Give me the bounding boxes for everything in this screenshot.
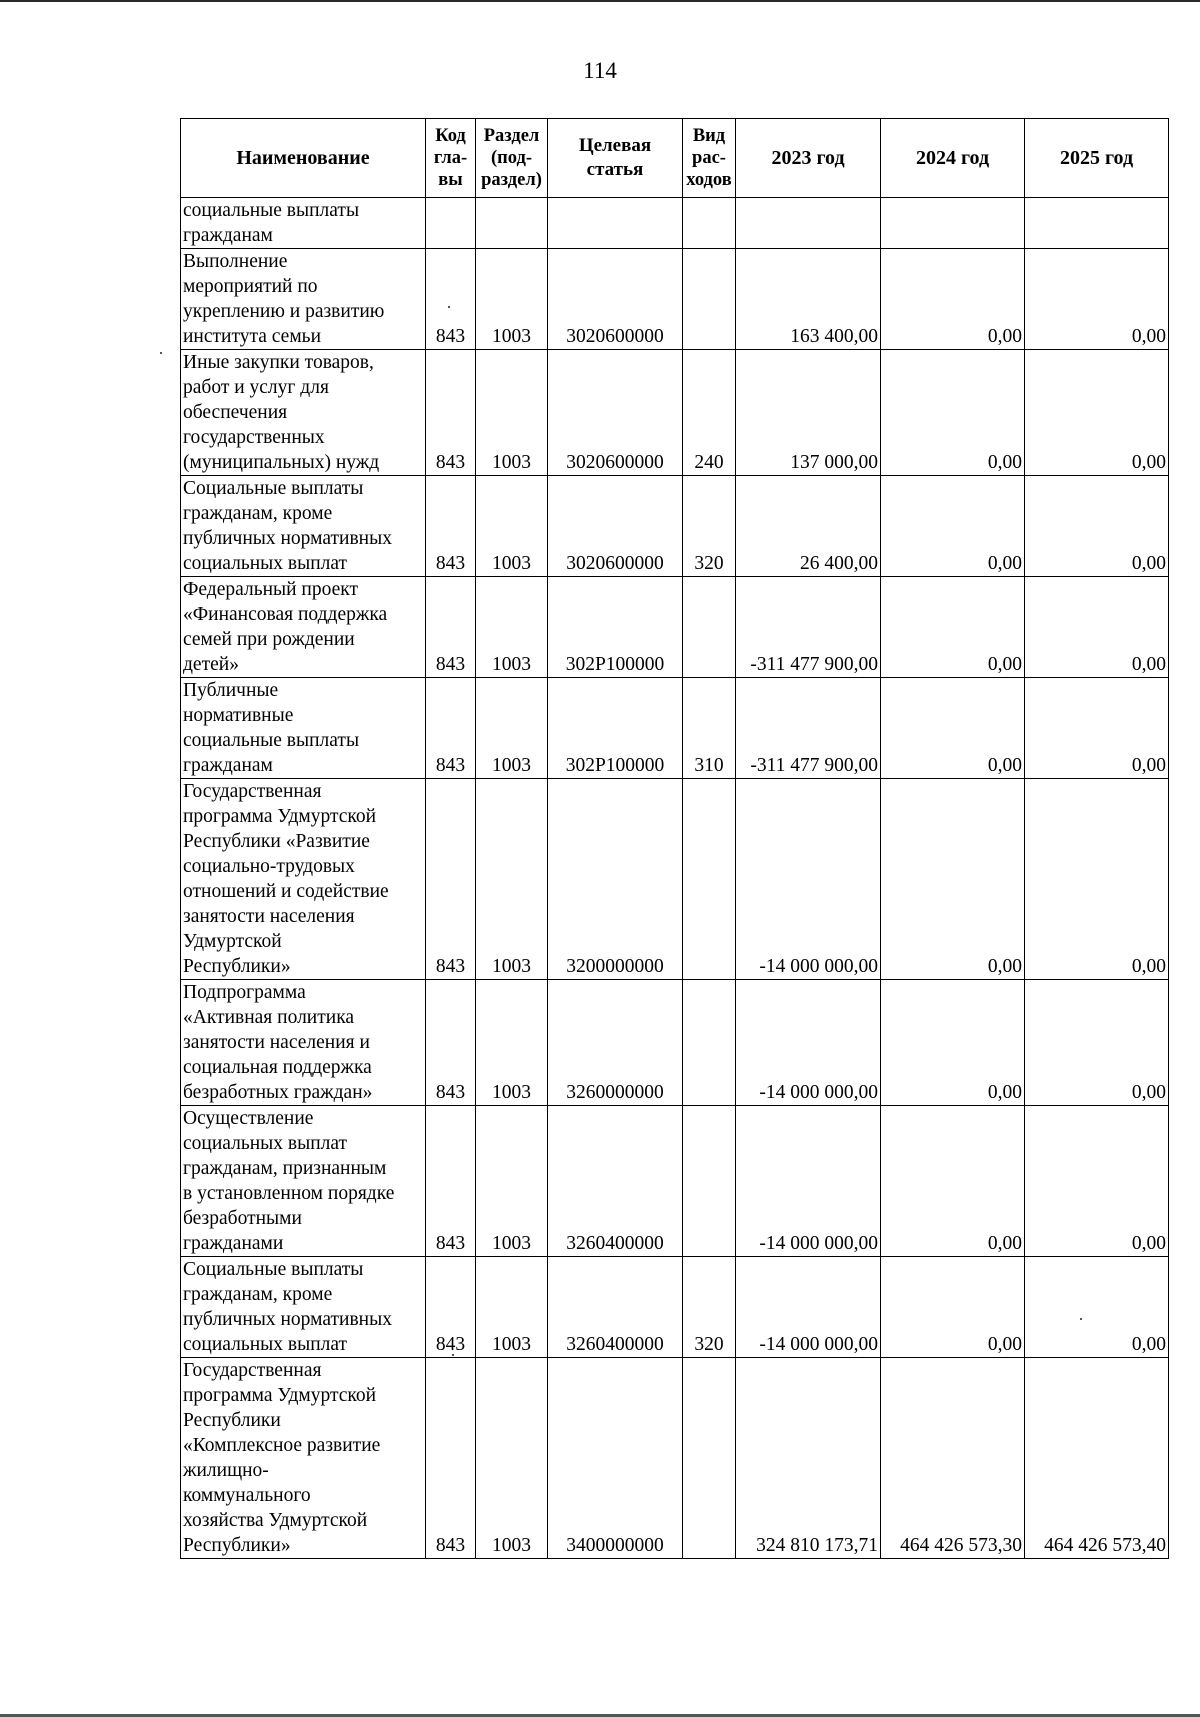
row-name: Социальные выплаты гражданам, кроме публичных нормативных социальных выплат xyxy=(181,476,426,577)
row-amount-2023: 26 400,00 xyxy=(736,476,881,577)
table-row xyxy=(181,1358,1169,1559)
row-chapter-code: 843 xyxy=(426,577,476,678)
header-chapter-code: Код гла- вы xyxy=(426,119,476,198)
table-body xyxy=(181,198,1169,1559)
header-expense-type: Вид рас- ходов xyxy=(683,119,736,198)
row-target-article: 3200000000 xyxy=(548,779,683,980)
row-section: 1003 xyxy=(476,1257,548,1358)
header-2025: 2025 год xyxy=(1025,119,1169,198)
row-amount-2024: 0,00 xyxy=(881,1257,1025,1358)
row-expense-type xyxy=(683,577,736,678)
table-row xyxy=(181,577,1169,678)
row-chapter-code: 843 xyxy=(426,678,476,779)
row-target-article: 3020600000 xyxy=(548,476,683,577)
table-row xyxy=(181,678,1169,779)
row-section: 1003 xyxy=(476,980,548,1106)
row-target-article: 3020600000 xyxy=(548,350,683,476)
header-name: Наименование xyxy=(181,119,426,198)
header-2023: 2023 год xyxy=(736,119,881,198)
row-chapter-code: 843 xyxy=(426,1358,476,1559)
row-chapter-code: 843 xyxy=(426,1257,476,1358)
row-amount-2025: 0,00 xyxy=(1025,350,1169,476)
row-amount-2025: 0,00 xyxy=(1025,678,1169,779)
row-amount-2024: 0,00 xyxy=(881,577,1025,678)
page-number: 114 xyxy=(583,58,617,83)
row-amount-2023: -14 000 000,00 xyxy=(736,1106,881,1257)
row-chapter-code: 843 xyxy=(426,1106,476,1257)
row-name: Иные закупки товаров, работ и услуг для обеспечения государственных (муниципальных) нужд xyxy=(181,350,426,476)
table-row xyxy=(181,198,1169,249)
row-amount-2024: 464 426 573,30 xyxy=(881,1358,1025,1559)
row-amount-2023: -14 000 000,00 xyxy=(736,980,881,1106)
row-target-article: 3260000000 xyxy=(548,980,683,1106)
row-expense-type xyxy=(683,980,736,1106)
header-2024: 2024 год xyxy=(881,119,1025,198)
row-expense-type xyxy=(683,249,736,350)
row-name: социальные выплаты гражданам xyxy=(181,198,426,249)
row-target-article: 3260400000 xyxy=(548,1257,683,1358)
row-expense-type: 320 xyxy=(683,1257,736,1358)
row-section: 1003 xyxy=(476,1106,548,1257)
row-target-article: 3400000000 xyxy=(548,1358,683,1559)
row-expense-type: 320 xyxy=(683,476,736,577)
row-amount-2025: 0,00 xyxy=(1025,1106,1169,1257)
table-row xyxy=(181,980,1169,1106)
row-expense-type xyxy=(683,1106,736,1257)
row-amount-2025: 0,00 xyxy=(1025,980,1169,1106)
row-section: 1003 xyxy=(476,779,548,980)
row-name: Социальные выплаты гражданам, кроме публичных нормативных социальных выплат xyxy=(181,1257,426,1358)
row-target-article: 302P100000 xyxy=(548,678,683,779)
row-section: 1003 xyxy=(476,476,548,577)
row-name: Государственная программа Удмуртской Республики «Комплексное развитие жилищно- коммунального хозяйства Удмуртской Республики» xyxy=(181,1358,426,1559)
table-header-row xyxy=(181,119,1169,198)
row-section: 1003 xyxy=(476,350,548,476)
row-amount-2024: 0,00 xyxy=(881,476,1025,577)
row-chapter-code: 843 xyxy=(426,476,476,577)
row-amount-2023 xyxy=(736,198,881,249)
row-amount-2023: -311 477 900,00 xyxy=(736,577,881,678)
row-name: Федеральный проект «Финансовая поддержка семей при рождении детей» xyxy=(181,577,426,678)
row-section: 1003 xyxy=(476,577,548,678)
row-amount-2025: 0,00 xyxy=(1025,249,1169,350)
row-section: 1003 xyxy=(476,1358,548,1559)
row-amount-2024 xyxy=(881,198,1025,249)
header-section: Раздел (под- раздел) xyxy=(476,119,548,198)
budget-table xyxy=(180,118,1169,1559)
header-target-article: Целевая статья xyxy=(548,119,683,198)
row-name: Подпрограмма «Активная политика занятости населения и социальная поддержка безработных граждан» xyxy=(181,980,426,1106)
row-chapter-code xyxy=(426,198,476,249)
row-amount-2023: -14 000 000,00 xyxy=(736,779,881,980)
row-amount-2024: 0,00 xyxy=(881,350,1025,476)
row-chapter-code: 843 xyxy=(426,779,476,980)
table-row xyxy=(181,476,1169,577)
table-row xyxy=(181,350,1169,476)
row-name: Осуществление социальных выплат гражданам, признанным в установленном порядке безработными гражданами xyxy=(181,1106,426,1257)
row-name: Государственная программа Удмуртской Республики «Развитие социально-трудовых отношений и содействие занятости населения Удмуртской Республики» xyxy=(181,779,426,980)
row-amount-2023: 324 810 173,71 xyxy=(736,1358,881,1559)
row-expense-type: 310 xyxy=(683,678,736,779)
row-amount-2025 xyxy=(1025,198,1169,249)
row-amount-2025: 0,00 xyxy=(1025,1257,1169,1358)
row-amount-2023: -311 477 900,00 xyxy=(736,678,881,779)
row-name: Выполнение мероприятий по укреплению и развитию института семьи xyxy=(181,249,426,350)
row-name: Публичные нормативные социальные выплаты гражданам xyxy=(181,678,426,779)
row-amount-2025: 0,00 xyxy=(1025,577,1169,678)
table-row xyxy=(181,779,1169,980)
row-target-article: 302P100000 xyxy=(548,577,683,678)
table-row xyxy=(181,249,1169,350)
row-target-article: 3020600000 xyxy=(548,249,683,350)
row-chapter-code: 843 xyxy=(426,249,476,350)
row-expense-type xyxy=(683,1358,736,1559)
row-amount-2024: 0,00 xyxy=(881,249,1025,350)
row-amount-2024: 0,00 xyxy=(881,980,1025,1106)
row-amount-2024: 0,00 xyxy=(881,678,1025,779)
row-chapter-code: 843 xyxy=(426,980,476,1106)
row-section: 1003 xyxy=(476,249,548,350)
row-amount-2023: -14 000 000,00 xyxy=(736,1257,881,1358)
row-amount-2025: 464 426 573,40 xyxy=(1025,1358,1169,1559)
table-row xyxy=(181,1257,1169,1358)
row-expense-type: 240 xyxy=(683,350,736,476)
row-target-article xyxy=(548,198,683,249)
scan-speck xyxy=(160,352,162,354)
row-amount-2023: 163 400,00 xyxy=(736,249,881,350)
row-amount-2024: 0,00 xyxy=(881,779,1025,980)
row-expense-type xyxy=(683,198,736,249)
row-chapter-code: 843 xyxy=(426,350,476,476)
table-row xyxy=(181,1106,1169,1257)
row-amount-2023: 137 000,00 xyxy=(736,350,881,476)
row-amount-2025: 0,00 xyxy=(1025,779,1169,980)
row-amount-2025: 0,00 xyxy=(1025,476,1169,577)
row-section: 1003 xyxy=(476,678,548,779)
row-amount-2024: 0,00 xyxy=(881,1106,1025,1257)
row-section xyxy=(476,198,548,249)
row-target-article: 3260400000 xyxy=(548,1106,683,1257)
row-expense-type xyxy=(683,779,736,980)
scan-top-edge xyxy=(0,0,1200,2)
